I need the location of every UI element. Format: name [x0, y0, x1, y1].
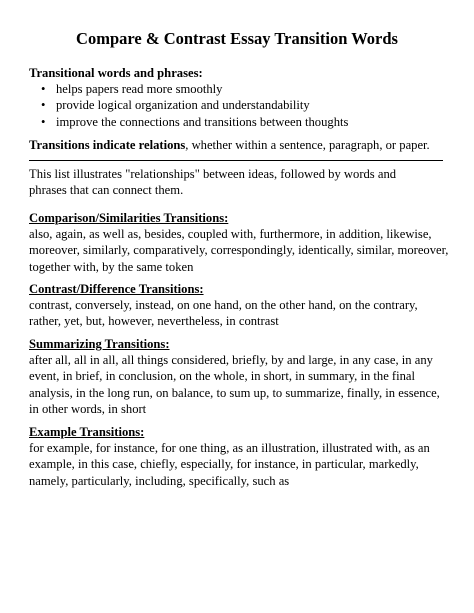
- intro-heading: Transitional words and phrases:: [29, 66, 203, 80]
- section-example: [29, 424, 449, 489]
- section-heading: Comparison/Similarities Transitions:: [29, 211, 229, 225]
- list-item: [29, 81, 449, 97]
- bullet-icon: •: [41, 98, 46, 113]
- section-comparison: [29, 210, 449, 275]
- bullet-icon: •: [41, 114, 46, 129]
- section-body: for example, for instance, for one thing, as an illustration, illustrated with, as an example, in this case, chiefly, especially, for instance, in particular, markedly, namely, particularly, including, specifically, such as: [29, 441, 430, 488]
- section-heading: Example Transitions:: [29, 425, 145, 439]
- section-summarizing: [29, 336, 449, 417]
- relations-line: [29, 137, 449, 153]
- section-body: also, again, as well as, besides, coupled with, furthermore, in addition, likewise, moreover, similarly, comparatively, correspondingly, identically, similar, moreover, together with, by the same token: [29, 227, 449, 274]
- list-item: [29, 97, 449, 113]
- bullet-text: improve the connections and transitions between thoughts: [56, 114, 349, 129]
- list-note-text: This list illustrates "relationships" between ideas, followed by words and phrases that can connect them.: [29, 167, 397, 198]
- section-body: contrast, conversely, instead, on one hand, on the other hand, on the contrary, rather, yet, but, however, nevertheless, in contrast: [29, 298, 418, 329]
- bullet-text: helps papers read more smoothly: [56, 82, 223, 97]
- relations-bold: Transitions indicate relations: [29, 138, 186, 152]
- section-heading: Summarizing Transitions:: [29, 337, 170, 351]
- list-item: [29, 114, 449, 130]
- section-contrast: [29, 281, 449, 330]
- bullet-text: provide logical organization and understandability: [56, 98, 310, 113]
- intro-bullet-list: [29, 81, 449, 130]
- intro-section: [29, 65, 449, 130]
- divider-line: [29, 160, 443, 161]
- section-body: after all, all in all, all things considered, briefly, by and large, in any case, in any event, in brief, in conclusion, on the whole, in short, in summary, in the final analysis, in the long run, on balance, to sum up, to summarize, finally, in essence, in other words, in short: [29, 353, 440, 416]
- relations-rest: , whether within a sentence, paragraph, or paper.: [185, 138, 430, 152]
- page-title: Compare & Contrast Essay Transition Words: [76, 29, 398, 48]
- list-note: [29, 166, 424, 198]
- section-heading: Contrast/Difference Transitions:: [29, 282, 204, 296]
- bullet-icon: •: [41, 82, 46, 97]
